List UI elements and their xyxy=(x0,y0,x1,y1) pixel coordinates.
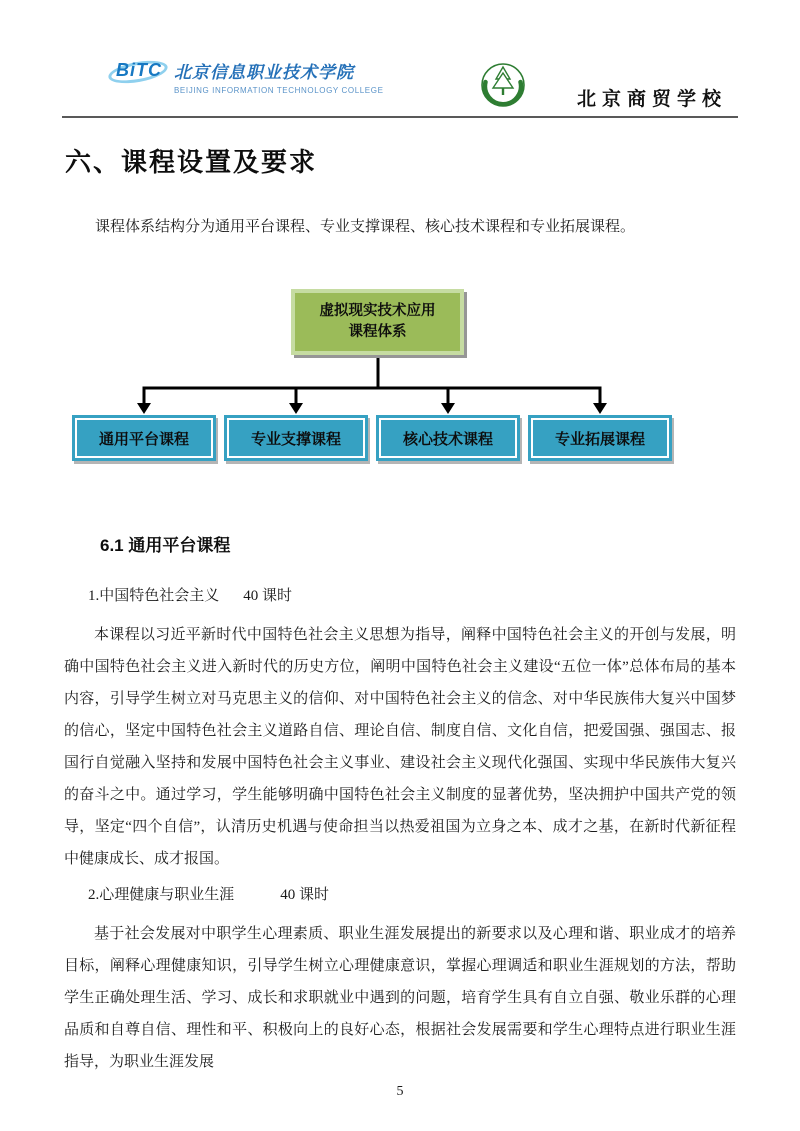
bitc-name-en: BEIJING INFORMATION TECHNOLOGY COLLEGE xyxy=(174,86,384,95)
node-professional-expansion-label: 专业拓展课程 xyxy=(531,418,669,458)
node-general-platform-courses xyxy=(72,415,216,461)
course-1-label: 1.中国特色社会主义 xyxy=(88,588,220,604)
bitc-names xyxy=(174,58,384,95)
section-heading-6-1: 6.1 通用平台课程 xyxy=(100,536,231,555)
root-node-line2: 课程体系 xyxy=(348,324,407,340)
node-professional-support-courses xyxy=(224,415,368,461)
bitc-abbr: BiTC xyxy=(116,60,162,80)
node-core-technology-courses xyxy=(376,415,520,461)
course-item-2 xyxy=(88,883,735,904)
node-curriculum-system-root xyxy=(291,289,464,355)
node-core-technology-label: 核心技术课程 xyxy=(379,418,517,458)
course-2-hours: 40 课时 xyxy=(280,887,330,903)
bitc-name-cn: 北京信息职业技术学院 xyxy=(174,63,354,82)
node-professional-support-label: 专业支撑课程 xyxy=(227,418,365,458)
course-2-description: 基于社会发展对中职学生心理素质、职业生涯发展提出的新要求以及心理和谐、职业成才的培养目标，阐释心理健康知识，引导学生树立心理健康意识，掌握心理调适和职业生涯规划的方法，帮助学生正确处理生活、学习、成长和求职就业中遇到的问题，培育学生具有自立自强、敬业乐群的心理品质和自尊自信、理性和平、积极向上的良好心态，根据社会发展需要和学生心理特点进行职业生涯指导，为职业生涯发展 xyxy=(64,926,736,1070)
root-node-line1: 虚拟现实技术应用 xyxy=(319,303,436,319)
course-1-hours: 40 课时 xyxy=(243,588,293,604)
page-header xyxy=(62,0,738,118)
school-emblem-icon xyxy=(480,62,526,108)
course-1-description: 本课程以习近平新时代中国特色社会主义思想为指导，阐释中国特色社会主义的开创与发展，明确中国特色社会主义进入新时代的历史方位，阐明中国特色社会主义建设“五位一体”总体布局的基本内容，引导学生树立对马克思主义的信仰、对中国特色社会主义的信念、对中华民族伟大复兴中国梦的信心，坚定中国特色社会主义道路自信、理论自信、制度自信、文化自信，把爱国强、强国志、报国行自觉融入坚持和发展中国特色社会主义事业、建设社会主义现代化强国、实现中华民族伟大复兴的奋斗之中。通过学习，学生能够明确中国特色社会主义制度的显著优势，坚决拥护中国共产党的领导，坚定“四个自信”，认清历史机遇与使命担当以热爱祖国为立身之本、成才之基，在新时代新征程中健康成长、成才报国。 xyxy=(64,627,736,867)
intro-paragraph: 课程体系结构分为通用平台课程、专业支撑课程、核心技术课程和专业拓展课程。 xyxy=(95,219,636,235)
node-general-platform-label: 通用平台课程 xyxy=(75,418,213,458)
page-number: 5 xyxy=(396,1084,404,1099)
bitc-logo xyxy=(110,58,384,95)
course-item-1 xyxy=(88,584,735,605)
course-2-label: 2.心理健康与职业生涯 xyxy=(88,887,235,903)
page-title: 六、课程设置及要求 xyxy=(65,147,318,177)
node-professional-expansion-courses xyxy=(528,415,672,461)
bitc-logo-mark xyxy=(110,58,168,88)
school-name: 北京商贸学校 xyxy=(577,89,728,110)
curriculum-diagram xyxy=(0,287,800,479)
